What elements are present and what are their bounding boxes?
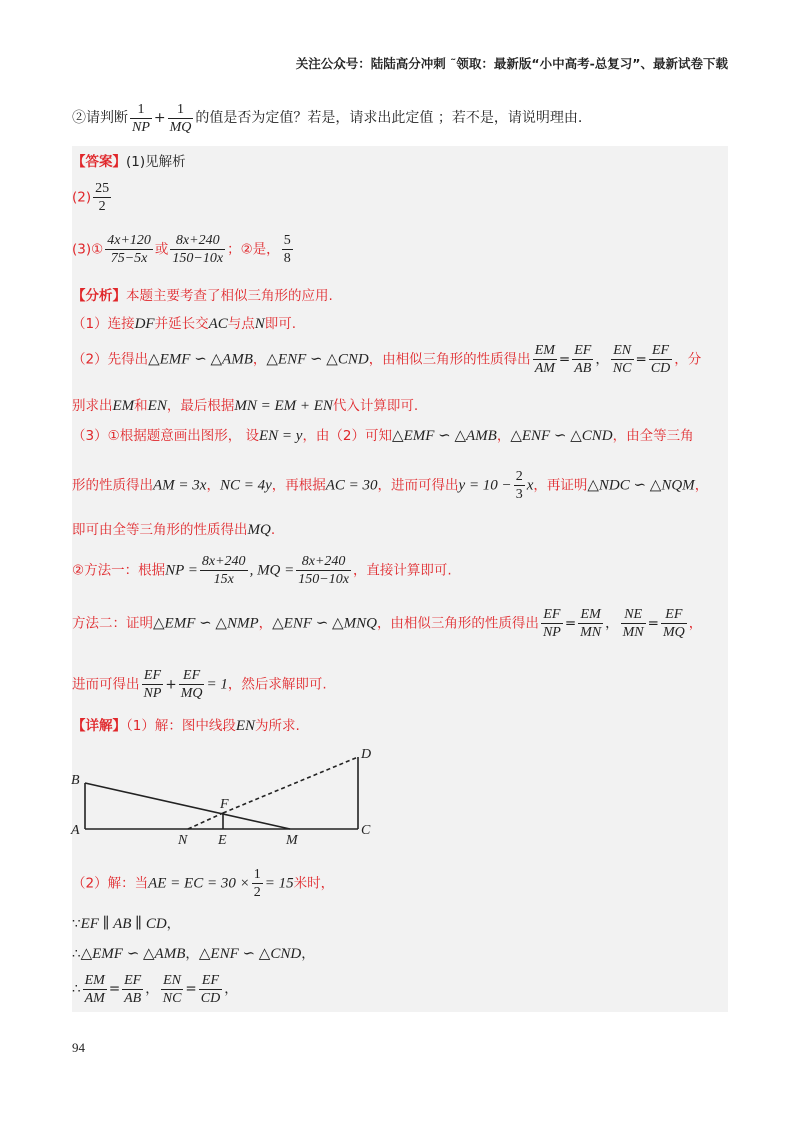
label-F: F (220, 797, 229, 812)
analysis-step-5: 方法二：证明△EMF ∽ △NMP，△ENF ∽ △MNQ，由相似三角形的性质得出 $\frac{EF}{NP}$ = $\frac{EM}{MN}$ ， $\frac{NE}{MN}$ = $\frac{EF}{MQ}$ ， (72, 607, 703, 640)
label-E: E (218, 833, 227, 848)
detail-line-5: ∴ $\frac{EM}{AM}$ = $\frac{EF}{AB}$ ， $\frac{EN}{NC}$ = $\frac{EF}{CD}$ ， (72, 973, 238, 1006)
detail-step-2: （2）解：当AE = EC = 30 × $\frac{1}{2}$ = 15米时， (72, 867, 335, 900)
label-B: B (71, 773, 80, 788)
answer-part-1: (1)见解析 (126, 154, 186, 170)
q2-frac-2: $\frac{1}{MQ}$ (169, 101, 192, 135)
detail-line-4: ∴△EMF ∽ △AMB，△ENF ∽ △CND， (72, 946, 315, 962)
answer-or: 或 (154, 241, 169, 258)
answer-frac-a: $\frac{4x+120}{75-5x}$ (107, 233, 151, 266)
answer-tag: 【答案】 (72, 154, 126, 170)
answer-part-3-label: (3)① (72, 241, 104, 258)
analysis-intro (72, 284, 333, 304)
answer-part-2-frac: $\frac{25}{2}$ (95, 181, 110, 214)
analysis-step-6: 进而可得出 $\frac{EF}{NP}$ + $\frac{EF}{MQ}$ = 1，然后求解即可. (72, 668, 327, 701)
analysis-step-3b: 形的性质得出AM = 3x，NC = 4y，再根据AC = 30，进而可得出y = 10 − $\frac{2}{3}$ x，再证明△NDC ∽ △NQM， (72, 469, 709, 502)
analysis-step-3c: 即可由全等三角形的性质得出MQ. (72, 522, 276, 538)
detail-tag: 【详解】 (72, 718, 126, 734)
analysis-tag: 【分析】 (72, 288, 126, 304)
analysis-step-2: （2）先得出△EMF ∽ △AMB，△ENF ∽ △CND，由相似三角形的性质得出 $\frac{EM}{AM}$ = $\frac{EF}{AB}$ ， $\frac{EN}{NC}$ = $\frac{EF}{CD}$ ，分 (72, 343, 702, 376)
analysis-step-3: （3）①根据题意画出图形， 设EN = y，由（2）可知△EMF ∽ △AMB，△ENF ∽ △CND，由全等三角 (72, 428, 694, 444)
q2-frac-1: $\frac{1}{NP}$ (132, 101, 150, 135)
detail-line-3: ∵EF ∥ AB ∥ CD， (72, 916, 181, 932)
label-N: N (178, 833, 188, 848)
answer-frac-c: $\frac{5}{8}$ (283, 233, 291, 266)
q2-plus: + (153, 110, 166, 126)
answer-line-1 (72, 150, 186, 170)
segment-FD-dashed (223, 757, 358, 813)
answer-mid: ；②是， (227, 241, 280, 258)
detail-step-1: 【详解】（1）解：图中线段EN为所求. (72, 718, 300, 734)
label-C: C (361, 823, 371, 838)
label-D: D (361, 747, 372, 762)
page-number: 94 (72, 1040, 85, 1055)
analysis-intro-text: 本题主要考查了相似三角形的应用. (126, 288, 333, 304)
geometry-figure (68, 742, 388, 852)
answer-line-2 (72, 180, 113, 215)
q2-suffix: 的值是否为定值？若是，请求出此定值 ；若不是，请说明理由. (195, 110, 583, 126)
page-header: 关注公众号：陆陆高分冲刺 ˜领取：最新版“小中高考-总复习”、最新试卷下载 (295, 56, 728, 71)
segment-BM (85, 783, 290, 829)
question-2 (72, 98, 732, 138)
label-M: M (286, 833, 298, 848)
answer-frac-b: $\frac{8x+240}{150-10x}$ (172, 233, 224, 266)
answer-part-2-label: (2) (72, 189, 92, 206)
answer-line-3 (72, 232, 295, 267)
segment-NF-dashed (188, 813, 223, 829)
analysis-step-4: ②方法一：根据NP = $\frac{8x+240}{15x}$ , MQ = $\frac{8x+240}{150-10x}$ ，直接计算即可. (72, 554, 452, 587)
q2-prefix: ②请判断 (72, 110, 128, 126)
analysis-step-1: （1）连接DF并延长交AC与点N即可. (72, 316, 297, 332)
analysis-step-2b: 别求出EM和EN，最后根据MN = EM + EN代入计算即可. (72, 398, 419, 414)
label-A: A (71, 823, 80, 838)
